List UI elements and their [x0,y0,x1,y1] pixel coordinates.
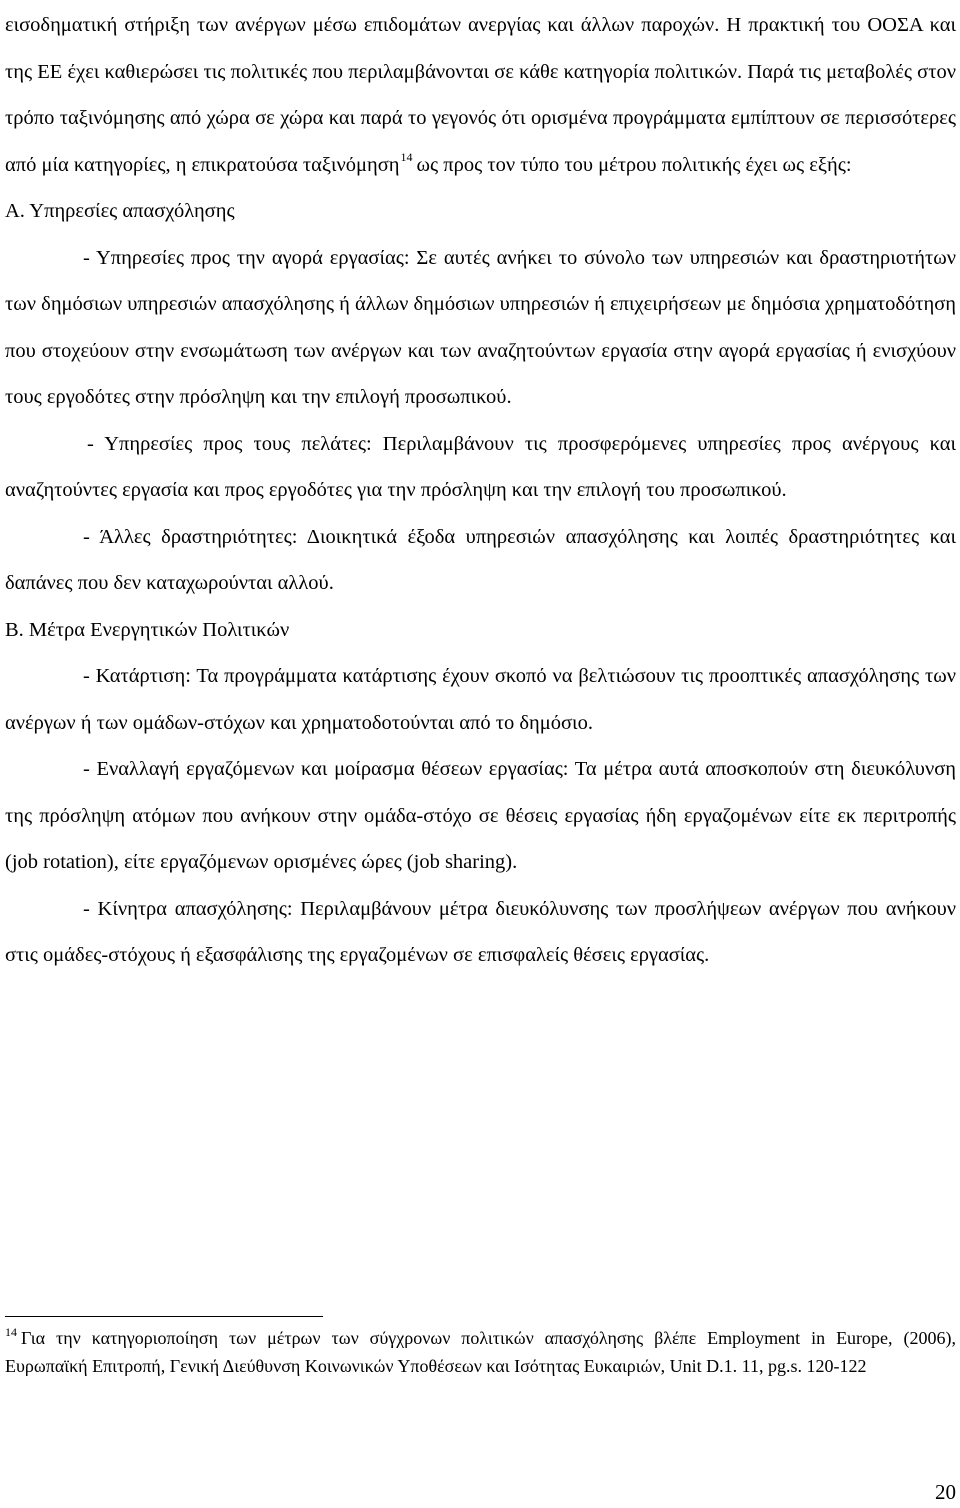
item-other-activities: - Άλλες δραστηριότητες: Διοικητικά έξοδα υπηρεσιών απασχόλησης και λοιπές δραστηριότητες και δαπάνες που δεν καταχωρούνται αλλού. [5,525,956,594]
item-employment-incentives: - Κίνητρα απασχόλησης: Περιλαμβάνουν μέτρα διευκόλυνσης των προσλήψεων ανέργων που ανήκουν στις ομάδες-στόχους ή εξασφάλισης της εργαζομένων σε επισφαλείς θέσεις εργασίας. [5,897,956,966]
item-job-rotation-sharing: - Εναλλαγή εργαζόμενων και μοίρασμα θέσεων εργασίας: Τα μέτρα αυτά αποσκοπούν στη διευκόλυνση της πρόσληψη ατόμων που ανήκουν στην ομάδα-στόχο σε θέσεις εργασίας ήδη εργαζομένων είτε εκ περιτροπής (job rotation), είτε εργαζόμενων ορισμένες ώρες (job sharing). [5,758,956,873]
body-text [5,2,956,979]
page-number: 20 [935,1480,956,1504]
section-heading-a: Α. Υπηρεσίες απασχόλησης [5,200,235,222]
footnote-separator [5,1316,323,1317]
intro-paragraph [5,2,956,188]
footnote-text: Για την κατηγοριοποίηση των μέτρων των σύγχρονων πολιτικών απασχόλησης βλέπε Employment in Europe, (2006), Ευρωπαϊκή Επιτροπή, Γενική Διεύθυνση Κοινωνικών Υποθέσεων και Ισότητας Ευκαιριών, Unit D.1. 11, pg.s. 120-122 [5,1328,956,1376]
section-heading-b: Β. Μέτρα Ενεργητικών Πολιτικών [5,618,290,641]
item-client-services: - Υπηρεσίες προς τους πελάτες: Περιλαμβάνουν τις προσφερόμενες υπηρεσίες προς ανέργους και αναζητούντες εργασία και προς εργοδότες για την πρόσληψη και την επιλογή του προσωπικού. [5,432,956,501]
item-training: - Κατάρτιση: Τα προγράμματα κατάρτισης έχουν σκοπό να βελτιώσουν τις προοπτικές απασχόλησης των ανέργων ή των ομάδων-στόχων και χρηματοδοτούνται από το δημόσιο. [5,665,956,734]
footnote-marker: 14 [5,1325,17,1339]
intro-text-before-ref: εισοδηματική στήριξη των ανέργων μέσω επιδομάτων ανεργίας και άλλων παροχών. Η πρακτική του ΟΟΣΑ και της ΕΕ έχει καθιερώσει τις πολιτικές που περιλαμβάνονται σε κάθε κατηγορία πολιτικών. Παρά τις μεταβολές στον τρόπο ταξινόμησης από χώρα σε χώρα και παρά το γεγονός ότι ορισμένα προγράμματα εμπίπτουν σε περισσότερες από μία κατηγορίες, η επικρατούσα ταξινόμηση [5,14,956,176]
intro-text-after-ref: ως προς τον τύπο του μέτρου πολιτικής έχει ως εξής: [416,153,852,176]
document-page [5,0,956,979]
footnote-reference[interactable]: 14 [400,149,413,164]
item-labour-market-services: - Υπηρεσίες προς την αγορά εργασίας: Σε αυτές ανήκει το σύνολο των υπηρεσιών και δραστηριοτήτων των δημόσιων υπηρεσιών απασχόλησης ή άλλων δημόσιων υπηρεσιών ή επιχειρήσεων με δημόσια χρηματοδότηση που στοχεύουν στην ενσωμάτωση των ανέργων και των αναζητούντων εργασία στην αγορά εργασίας ή ενισχύουν τους εργοδότες στην πρόσληψη και την επιλογή προσωπικού. [5,246,956,408]
footnote [5,1325,956,1380]
